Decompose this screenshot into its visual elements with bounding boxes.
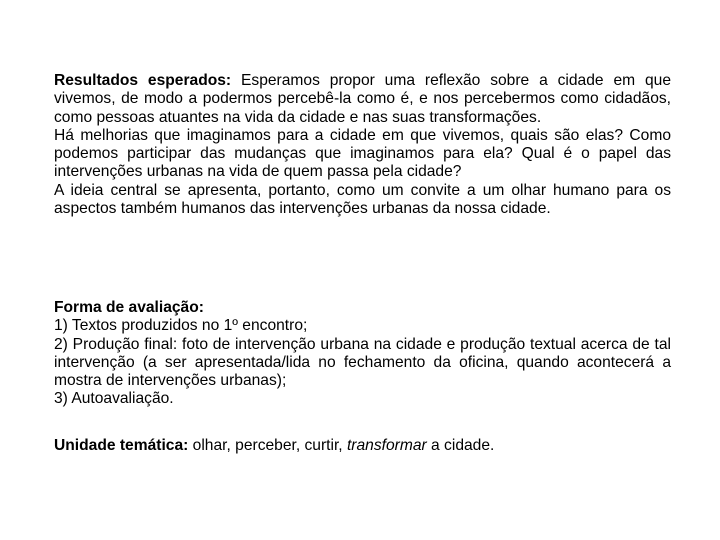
resultados-paragraph-1 xyxy=(54,72,671,127)
resultados-paragraph-2: Há melhorias que imaginamos para a cidade em que vivemos, quais são elas? Como podemos participar das mudanças que imaginamos para ela? Qual é o papel das intervenções urbanas na vida de quem passa pela cidade? xyxy=(54,126,671,181)
avaliacao-item-2: 2) Produção final: foto de intervenção urbana na cidade e produção textual acerca de tal intervenção (a ser apresentada/lida no fechamento da oficina, quando acontecerá a mostra de intervenções urbanas); xyxy=(54,335,671,390)
unidade-text-before: olhar, perceber, curtir, xyxy=(192,437,343,454)
unidade-section xyxy=(54,437,671,455)
resultados-section xyxy=(54,72,671,218)
avaliacao-heading: Forma de avaliação: xyxy=(54,299,204,316)
unidade-text-italic: transformar xyxy=(346,437,427,454)
resultados-text-1: Esperamos propor uma reflexão sobre a cidade em que vivemos, de modo a podermos percebê-la como é, e nos percebermos como cidadãos, como pessoas atuantes na vida da cidade e nas suas transformações. xyxy=(54,72,671,126)
avaliacao-item-3: 3) Autoavaliação. xyxy=(54,390,174,408)
unidade-text-after: a cidade. xyxy=(431,437,495,454)
resultados-heading: Resultados esperados: xyxy=(54,72,232,89)
avaliacao-item-1: 1) Textos produzidos no 1º encontro; xyxy=(54,317,308,335)
resultados-paragraph-3: A ideia central se apresenta, portanto, como um convite a um olhar humano para os aspectos também humanos das intervenções urbanas da nossa cidade. xyxy=(54,181,671,218)
unidade-line xyxy=(54,437,671,455)
avaliacao-section xyxy=(54,299,671,409)
unidade-heading: Unidade temática: xyxy=(54,437,189,454)
